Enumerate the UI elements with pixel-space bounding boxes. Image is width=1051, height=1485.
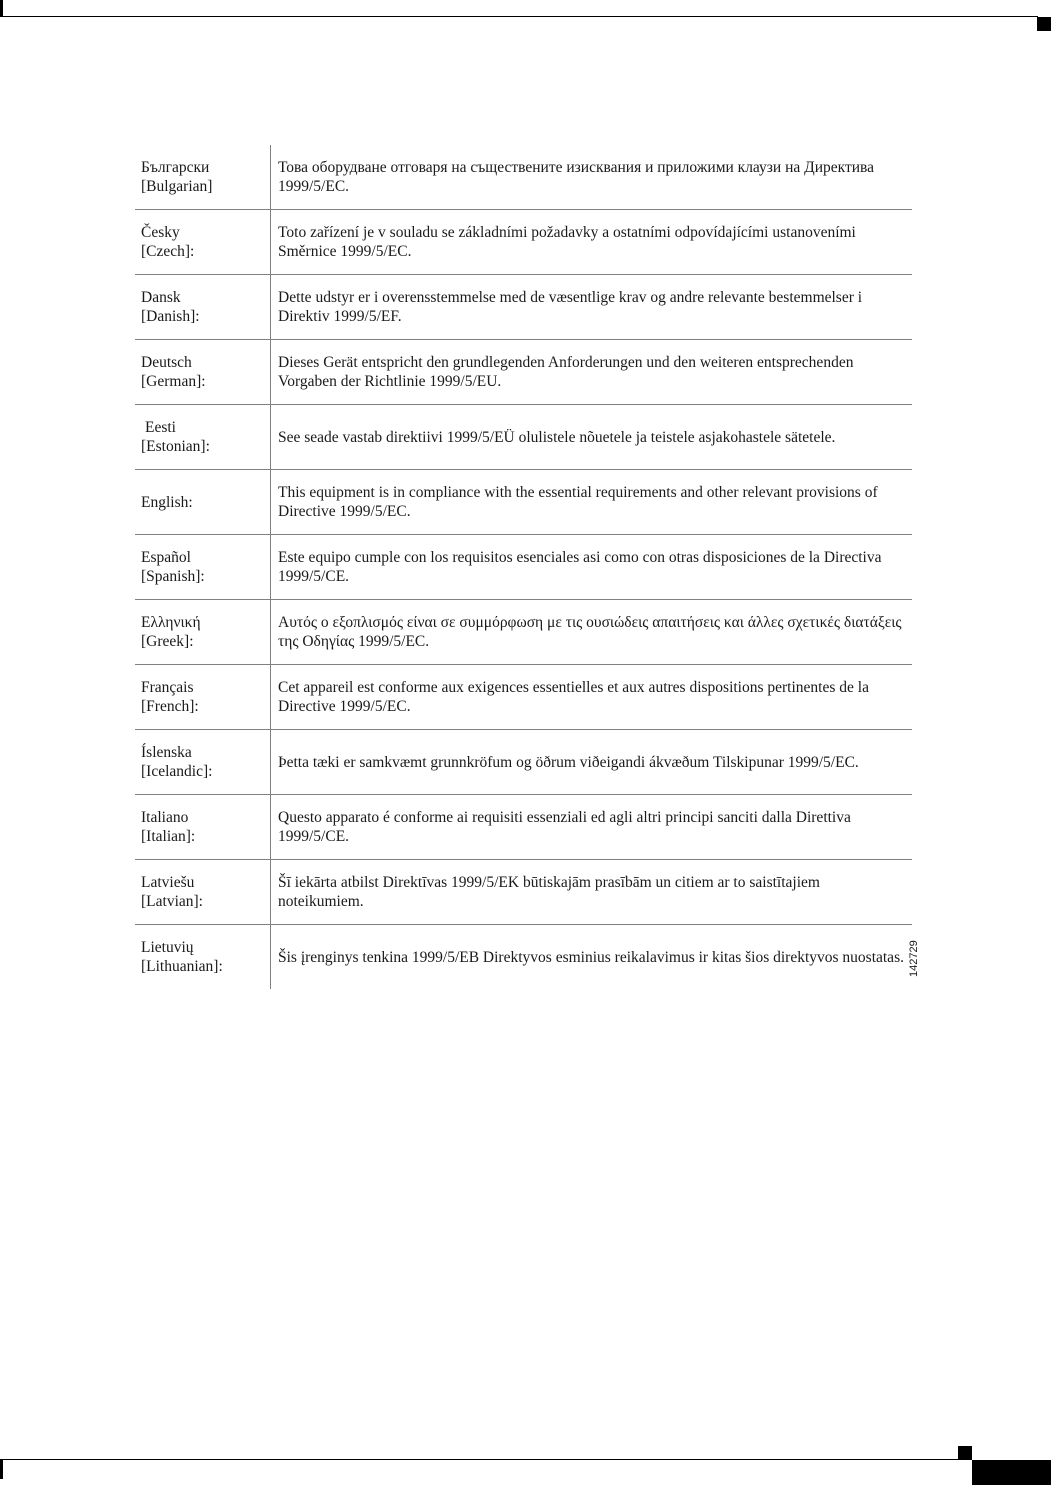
figure-id-label: 142729 — [908, 940, 920, 977]
table-row — [135, 275, 912, 340]
language-english: [Lithuanian]: — [141, 958, 223, 975]
table-row — [135, 925, 912, 990]
page-corner-mark-top-right — [1037, 17, 1051, 31]
declaration-text: Toto zařízení je v souladu se základními požadavky a ostatními odpovídajícími ustanoveními Směrnice 1999/5/EC. — [271, 210, 913, 275]
language-english: [German]: — [141, 373, 206, 390]
language-cell — [135, 145, 271, 210]
language-native: Dansk — [141, 289, 181, 306]
declaration-text: Dieses Gerät entspricht den grundlegenden Anforderungen und den weiteren entsprechenden Vorgaben der Richtlinie 1999/5/EU. — [271, 340, 913, 405]
language-native: Íslenska — [141, 744, 192, 761]
language-native: Italiano — [141, 809, 189, 826]
declaration-text: See seade vastab direktiivi 1999/5/EÜ olulistele nõuetele ja teistele asjakohastele sätetele. — [271, 405, 913, 470]
table-row — [135, 405, 912, 470]
table-row — [135, 210, 912, 275]
table-row — [135, 665, 912, 730]
language-native: Ελληνική — [141, 614, 201, 631]
declaration-text: Αυτός ο εξοπλισμός είναι σε συμμόρφωση με τις ουσιώδεις απαιτήσεις και άλλες σχετικές διατάξεις της Οδηγίας 1999/5/EC. — [271, 600, 913, 665]
language-cell — [135, 535, 271, 600]
declaration-of-conformity-table — [135, 145, 912, 989]
language-native: Español — [141, 549, 191, 566]
declaration-text: Þetta tæki er samkvæmt grunnkröfum og öðrum viðeigandi ákvæðum Tilskipunar 1999/5/EC. — [271, 730, 913, 795]
declaration-text: Cet appareil est conforme aux exigences essentielles et aux autres dispositions pertinentes de la Directive 1999/5/EC. — [271, 665, 913, 730]
language-english: [Czech]: — [141, 243, 195, 260]
header-rule — [0, 16, 1038, 17]
table-row — [135, 340, 912, 405]
language-cell — [135, 470, 271, 535]
language-english: [Italian]: — [141, 828, 196, 845]
language-native: Lietuvių — [141, 939, 194, 956]
declaration-text: Šis įrenginys tenkina 1999/5/EB Direktyvos esminius reikalavimus ir kitas šios direktyvos nuostatas. — [271, 925, 913, 990]
language-native: Français — [141, 679, 194, 696]
language-cell — [135, 795, 271, 860]
declaration-text: Este equipo cumple con los requisitos esenciales asi como con otras disposiciones de la Directiva 1999/5/CE. — [271, 535, 913, 600]
table-row — [135, 730, 912, 795]
language-cell — [135, 730, 271, 795]
language-english: [Spanish]: — [141, 568, 205, 585]
language-cell — [135, 405, 271, 470]
language-native: English: — [141, 493, 193, 511]
language-cell — [135, 600, 271, 665]
declaration-text: This equipment is in compliance with the essential requirements and other relevant provisions of Directive 1999/5/EC. — [271, 470, 913, 535]
language-cell — [135, 275, 271, 340]
table-row — [135, 600, 912, 665]
footer-rule — [0, 1459, 972, 1460]
footer-page-bar — [972, 1460, 1051, 1485]
language-native: Български — [141, 159, 210, 176]
language-english: [Danish]: — [141, 308, 200, 325]
language-cell — [135, 665, 271, 730]
language-cell — [135, 210, 271, 275]
language-native: Latviešu — [141, 874, 195, 891]
table-row — [135, 535, 912, 600]
language-native: Česky — [141, 224, 180, 241]
page-corner-mark-bottom-right — [958, 1446, 972, 1460]
page-corner-mark-top-left — [0, 0, 3, 17]
table-row — [135, 145, 912, 210]
language-cell — [135, 860, 271, 925]
language-english: [Bulgarian] — [141, 178, 213, 195]
page-corner-mark-bottom-left — [0, 1459, 3, 1479]
declaration-text: Šī iekārta atbilst Direktīvas 1999/5/EK būtiskajām prasībām un citiem ar to saistītajiem noteikumiem. — [271, 860, 913, 925]
declaration-text: Dette udstyr er i overensstemmelse med de væsentlige krav og andre relevante bestemmelser i Direktiv 1999/5/EF. — [271, 275, 913, 340]
language-english: [French]: — [141, 698, 199, 715]
table-row — [135, 470, 912, 535]
table-row — [135, 860, 912, 925]
declaration-text: Това оборудване отговаря на съществените изисквания и приложими клаузи на Директива 1999/5/ЕС. — [278, 159, 875, 195]
language-native: Eesti — [145, 419, 176, 436]
language-english: [Estonian]: — [141, 438, 210, 455]
language-english: [Icelandic]: — [141, 763, 213, 780]
table-row — [135, 795, 912, 860]
language-english: [Greek]: — [141, 633, 194, 650]
language-english: [Latvian]: — [141, 893, 203, 910]
declaration-text: Questo apparato é conforme ai requisiti essenziali ed agli altri principi sanciti dalla Direttiva 1999/5/CE. — [271, 795, 913, 860]
language-cell — [135, 925, 271, 990]
language-cell — [135, 340, 271, 405]
language-native: Deutsch — [141, 354, 192, 371]
